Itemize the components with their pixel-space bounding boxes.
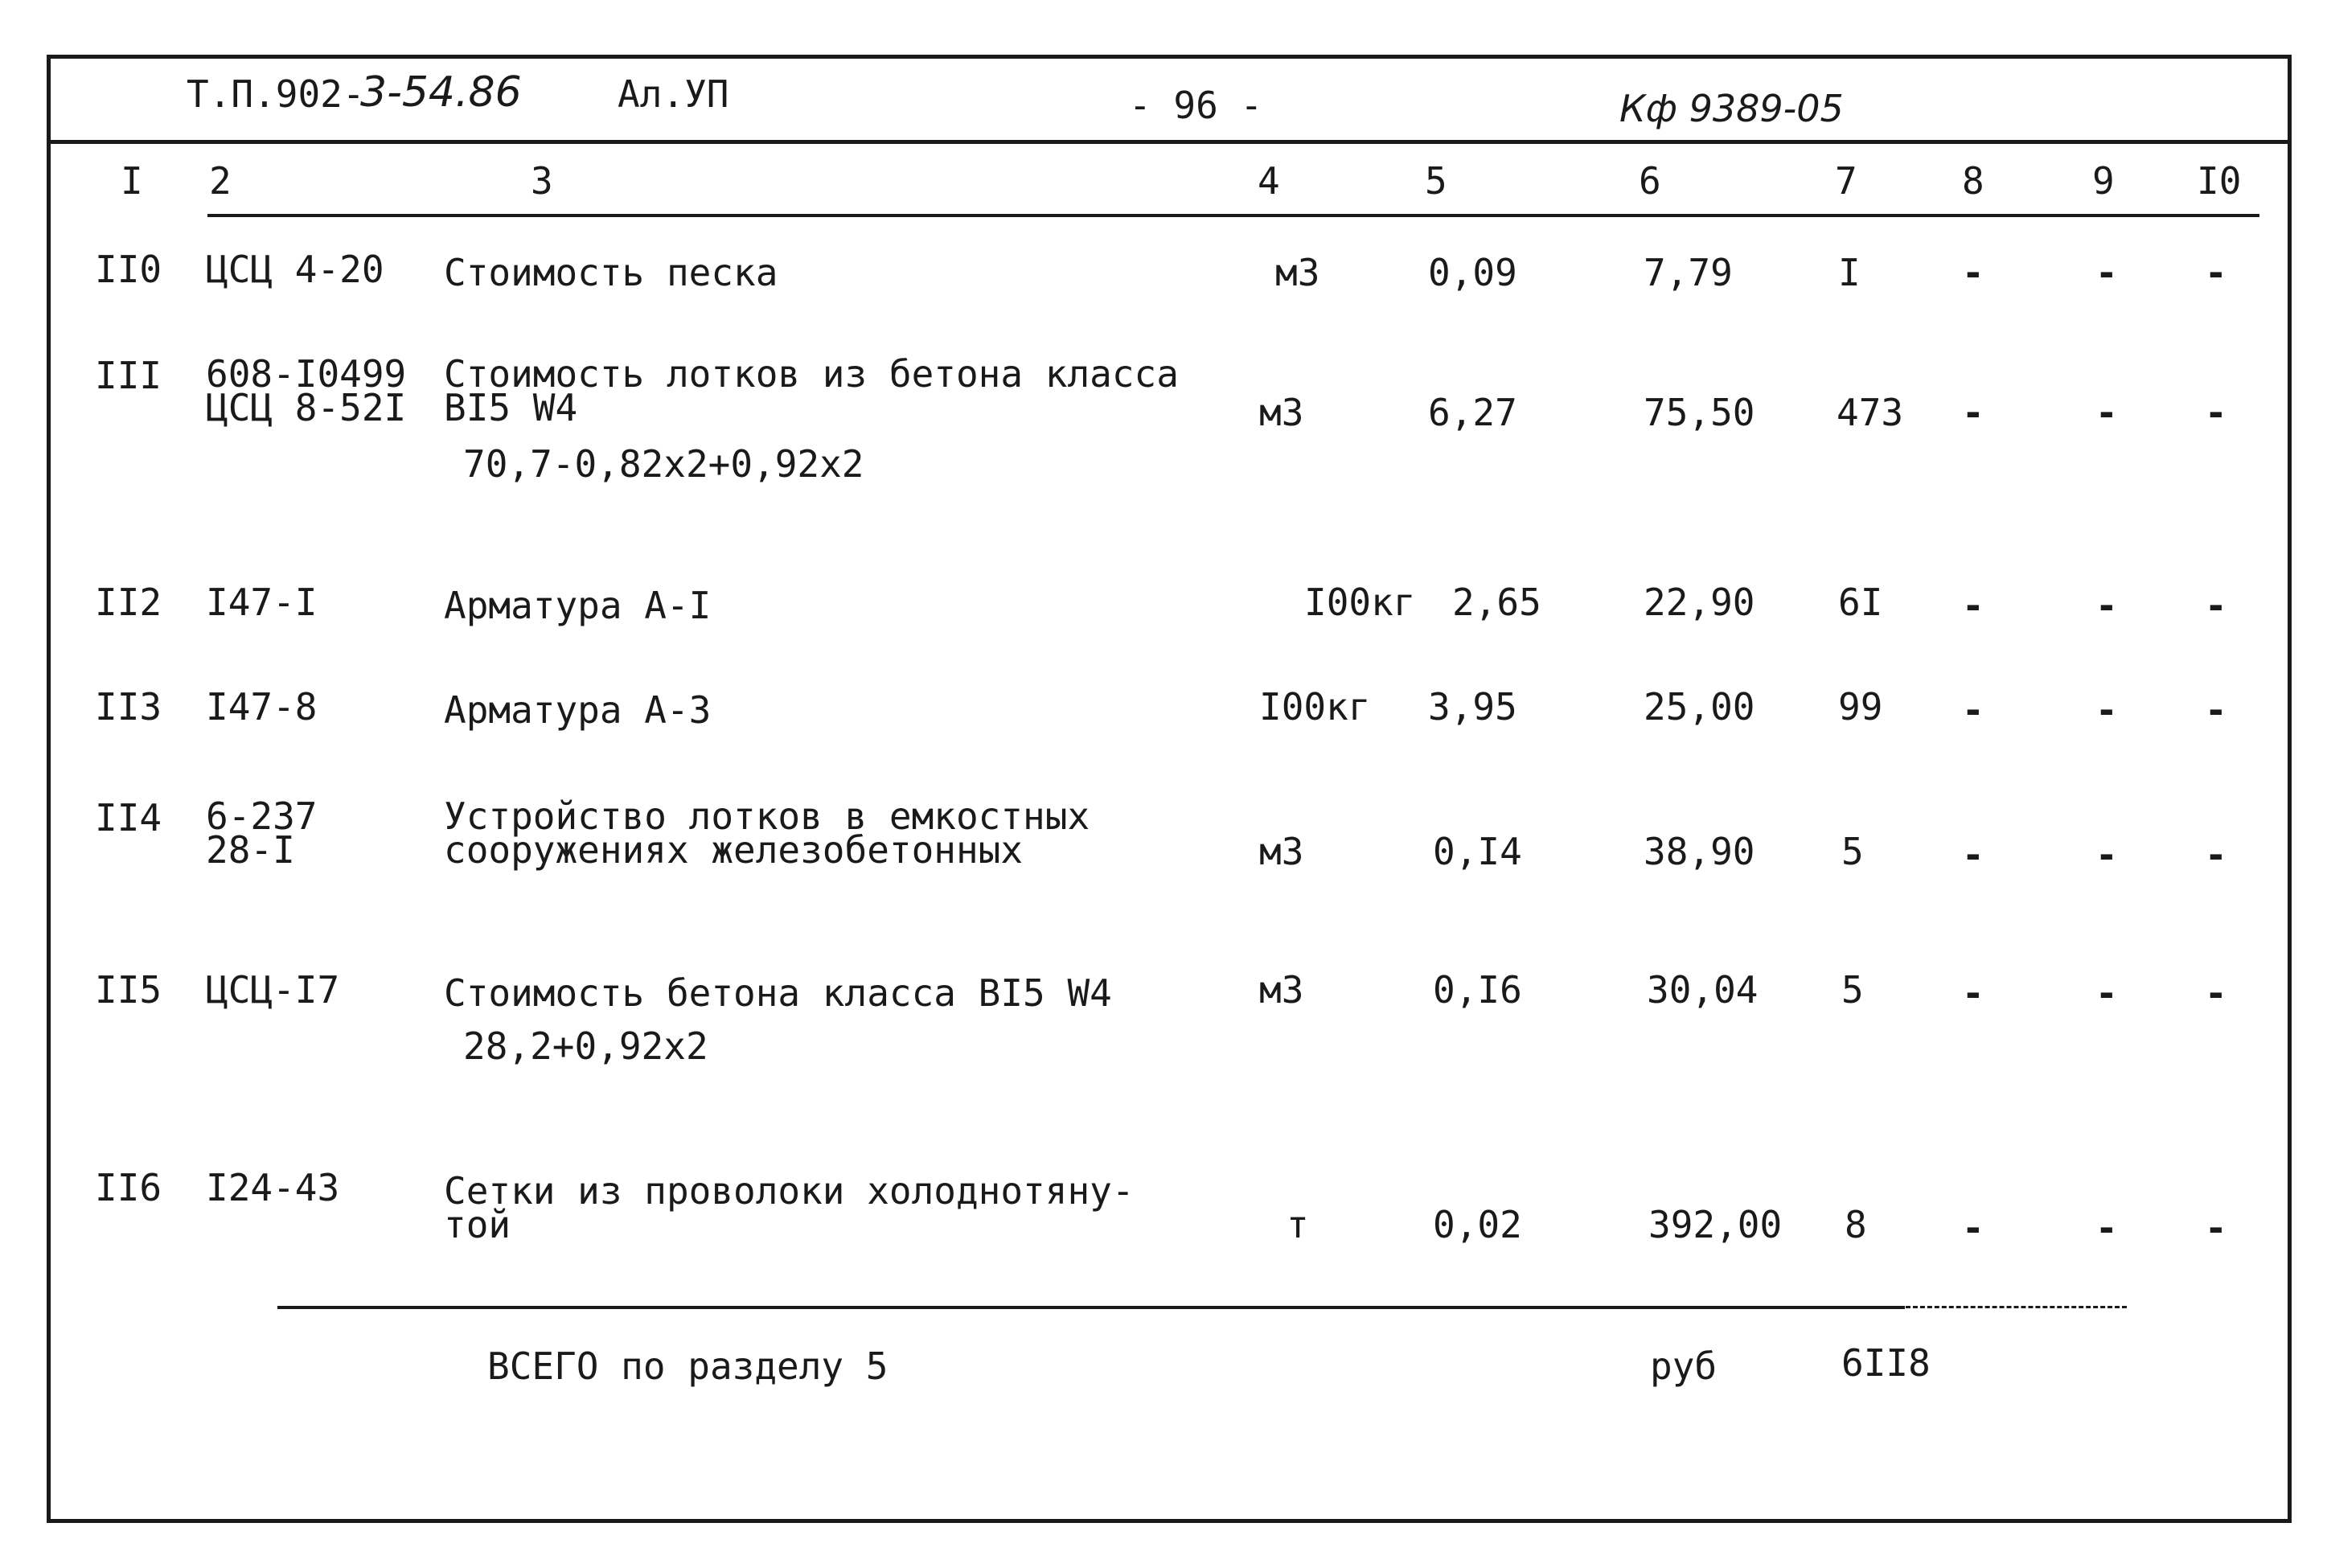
col-header-2: 2	[209, 159, 232, 203]
row-col8: -	[1962, 688, 1984, 732]
row-number: II6	[95, 1166, 162, 1209]
row-col9: -	[2095, 971, 2118, 1015]
row-number: II4	[95, 796, 162, 839]
row-number: II2	[95, 581, 162, 624]
row-code: 6-237 28-I	[206, 794, 318, 872]
row-code: ЦСЦ-I7	[206, 968, 340, 1012]
row-col10: -	[2205, 971, 2227, 1015]
col-header-7: 7	[1835, 159, 1857, 203]
col-header-10: I0	[2197, 159, 2242, 203]
col-header-6: 6	[1639, 159, 1661, 203]
row-total: 8	[1845, 1203, 1867, 1246]
row-col9: -	[2095, 688, 2118, 732]
row-code: I24-43	[206, 1166, 340, 1209]
row-col9: -	[2095, 1206, 2118, 1250]
row-qty: 0,I4	[1433, 830, 1522, 873]
total-unit: руб	[1650, 1344, 1718, 1388]
row-unit: м3	[1259, 968, 1304, 1012]
row-name: Арматура А-3	[444, 688, 712, 732]
row-qty: 0,02	[1433, 1203, 1522, 1246]
row-qty: 3,95	[1428, 685, 1517, 729]
row-col9: -	[2095, 251, 2118, 294]
row-total: I	[1838, 251, 1861, 294]
row-price: 392,00	[1648, 1203, 1783, 1246]
row-qty: 6,27	[1428, 391, 1517, 434]
row-col9: -	[2095, 391, 2118, 434]
row-unit: т	[1287, 1203, 1309, 1246]
col-header-9: 9	[2092, 159, 2115, 203]
row-total: 5	[1841, 968, 1864, 1012]
row-formula: 70,7-0,82x2+0,92x2	[463, 442, 864, 486]
total-divider	[277, 1306, 2127, 1309]
row-col10: -	[2205, 1206, 2227, 1250]
row-unit: м3	[1259, 830, 1304, 873]
album-label: Ал.УП	[618, 72, 729, 116]
row-col8: -	[1962, 251, 1984, 294]
row-col10: -	[2205, 688, 2227, 732]
total-label: ВСЕГО по разделу 5	[487, 1344, 889, 1388]
row-name: Устройство лотков в емкостных сооружениях железобетонных	[444, 794, 1090, 872]
row-price: 22,90	[1644, 581, 1755, 624]
col-header-3: 3	[531, 159, 553, 203]
row-total: 5	[1841, 830, 1864, 873]
row-name: Стоимость песка	[444, 251, 778, 294]
col-header-8: 8	[1962, 159, 1984, 203]
row-unit: м3	[1259, 391, 1304, 434]
col-header-1: I	[121, 159, 143, 203]
row-name: Стоимость лотков из бетона класса BI5 W4	[444, 352, 1179, 429]
row-col8: -	[1962, 391, 1984, 434]
stamp-handwritten: Кф 9389-05	[1619, 87, 1844, 130]
row-price: 38,90	[1644, 830, 1755, 873]
row-total: 6I	[1838, 581, 1883, 624]
doc-code-prefix: Т.П.902-	[187, 72, 365, 116]
row-col8: -	[1962, 1206, 1984, 1250]
row-price: 25,00	[1644, 685, 1755, 729]
row-col9: -	[2095, 584, 2118, 627]
row-qty: 0,09	[1428, 251, 1517, 294]
row-code: I47-8	[206, 685, 318, 729]
row-formula: 28,2+0,92x2	[463, 1024, 708, 1068]
column-header-divider	[207, 214, 2259, 217]
total-value: 6II8	[1841, 1341, 1931, 1385]
total-divider-dashed	[1906, 1306, 2127, 1308]
row-unit: I00кг	[1259, 685, 1371, 729]
row-col8: -	[1962, 971, 1984, 1015]
row-name: Стоимость бетона класса BI5 W4	[444, 971, 1112, 1015]
row-unit: м3	[1275, 251, 1320, 294]
row-name: Сетки из проволоки холоднотяну- той	[444, 1169, 1135, 1246]
row-unit: I00кг	[1304, 581, 1416, 624]
row-code: I47-I	[206, 581, 318, 624]
page-number: - 96 -	[1129, 84, 1263, 127]
row-number: II0	[95, 248, 162, 291]
row-col8: -	[1962, 833, 1984, 876]
row-number: II3	[95, 685, 162, 729]
row-number: II5	[95, 968, 162, 1012]
col-header-5: 5	[1425, 159, 1447, 203]
row-qty: 0,I6	[1433, 968, 1522, 1012]
row-code: ЦСЦ 4-20	[206, 248, 384, 291]
row-qty: 2,65	[1452, 581, 1541, 624]
row-number: III	[95, 354, 162, 397]
row-price: 75,50	[1644, 391, 1755, 434]
col-header-4: 4	[1258, 159, 1280, 203]
row-col10: -	[2205, 584, 2227, 627]
row-col10: -	[2205, 833, 2227, 876]
row-price: 7,79	[1644, 251, 1733, 294]
row-name: Арматура А-I	[444, 584, 712, 627]
row-col10: -	[2205, 251, 2227, 294]
row-total: 473	[1837, 391, 1904, 434]
row-code: 608-I0499 ЦСЦ 8-52I	[206, 352, 407, 429]
doc-code-handwritten: 3-54.86	[360, 68, 522, 117]
row-col8: -	[1962, 584, 1984, 627]
row-price: 30,04	[1647, 968, 1759, 1012]
row-col10: -	[2205, 391, 2227, 434]
row-col9: -	[2095, 833, 2118, 876]
row-total: 99	[1838, 685, 1883, 729]
header-divider	[47, 140, 2292, 144]
